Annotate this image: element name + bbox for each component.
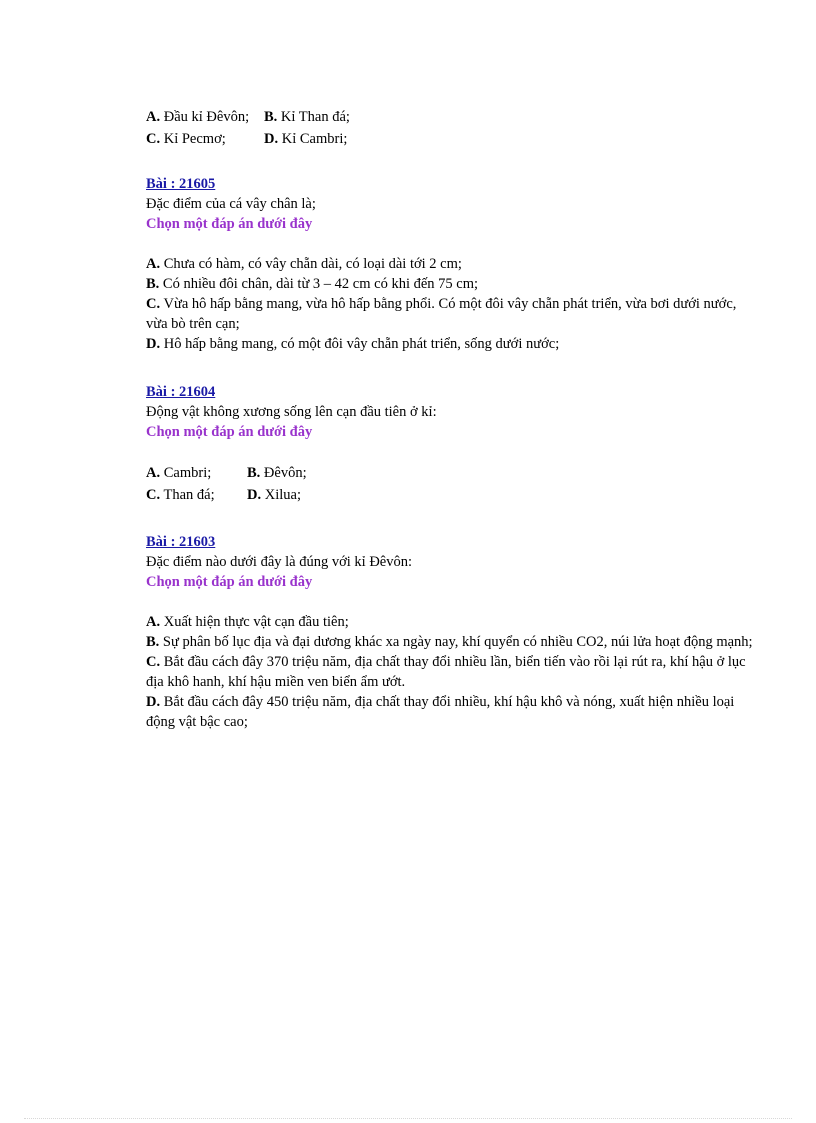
question-title-link[interactable]: Bài : 21604 — [146, 384, 216, 400]
prev-option-a: A. Đầu kỉ Đêvôn; — [146, 109, 250, 125]
answer-prompt: Chọn một đáp án dưới đây — [146, 216, 313, 232]
question-21605 — [146, 174, 756, 354]
option-b: B. Sự phân bố lục địa và đại dương khác xa ngày nay, khí quyển có nhiều CO2, núi lửa hoạt động mạnh; — [146, 634, 753, 650]
answer-prompt: Chọn một đáp án dưới đây — [146, 424, 313, 440]
answer-prompt: Chọn một đáp án dưới đây — [146, 574, 313, 590]
prev-option-c: C. Kỉ Pecmơ; — [146, 131, 226, 147]
question-text: Đặc điểm của cá vây chân là; — [146, 196, 316, 212]
document-page — [146, 106, 756, 732]
question-title-link[interactable]: Bài : 21603 — [146, 534, 216, 550]
option-a: A. Cambri; — [146, 465, 212, 481]
option-d: D. Xilua; — [247, 487, 301, 503]
page-bottom-divider — [24, 1118, 792, 1119]
option-b: B. Đêvôn; — [247, 465, 307, 481]
option-c: C. Vừa hô hấp bằng mang, vừa hô hấp bằng phổi. Có một đôi vây chẵn phát triển, vừa bơi dưới nước, vừa bò trên cạn; — [146, 296, 737, 332]
question-21604 — [146, 382, 756, 506]
question-21603 — [146, 532, 756, 732]
option-d: D. Bắt đầu cách đây 450 triệu năm, địa chất thay đổi nhiều, khí hậu khô và nóng, xuất hiện nhiều loại động vật bậc cao; — [146, 694, 735, 730]
option-d: D. Hô hấp bằng mang, có một đôi vây chẵn phát triển, sống dưới nước; — [146, 336, 560, 352]
question-text: Đặc điểm nào dưới đây là đúng với kỉ Đêvôn: — [146, 554, 413, 570]
prev-options-row-1 — [146, 106, 756, 128]
prev-option-b: B. Kỉ Than đá; — [264, 109, 350, 125]
option-c: C. Than đá; — [146, 487, 215, 503]
question-text: Động vật không xương sống lên cạn đầu tiên ở kỉ: — [146, 404, 437, 420]
question-title-link[interactable]: Bài : 21605 — [146, 176, 216, 192]
prev-option-d: D. Kỉ Cambri; — [264, 131, 348, 147]
option-a: A. Xuất hiện thực vật cạn đầu tiên; — [146, 614, 349, 630]
options-row-1 — [146, 462, 756, 484]
option-a: A. Chưa có hàm, có vây chẵn dài, có loại dài tới 2 cm; — [146, 256, 462, 272]
prev-options-row-2 — [146, 128, 756, 150]
option-c: C. Bắt đầu cách đây 370 triệu năm, địa chất thay đổi nhiều lần, biển tiến vào rồi lại rút ra, khí hậu ở lục địa khô hanh, khí hậu miền ven biển ẩm ướt. — [146, 654, 746, 690]
option-b: B. Có nhiều đôi chân, dài từ 3 – 42 cm có khi đến 75 cm; — [146, 276, 479, 292]
options-row-2 — [146, 484, 756, 506]
